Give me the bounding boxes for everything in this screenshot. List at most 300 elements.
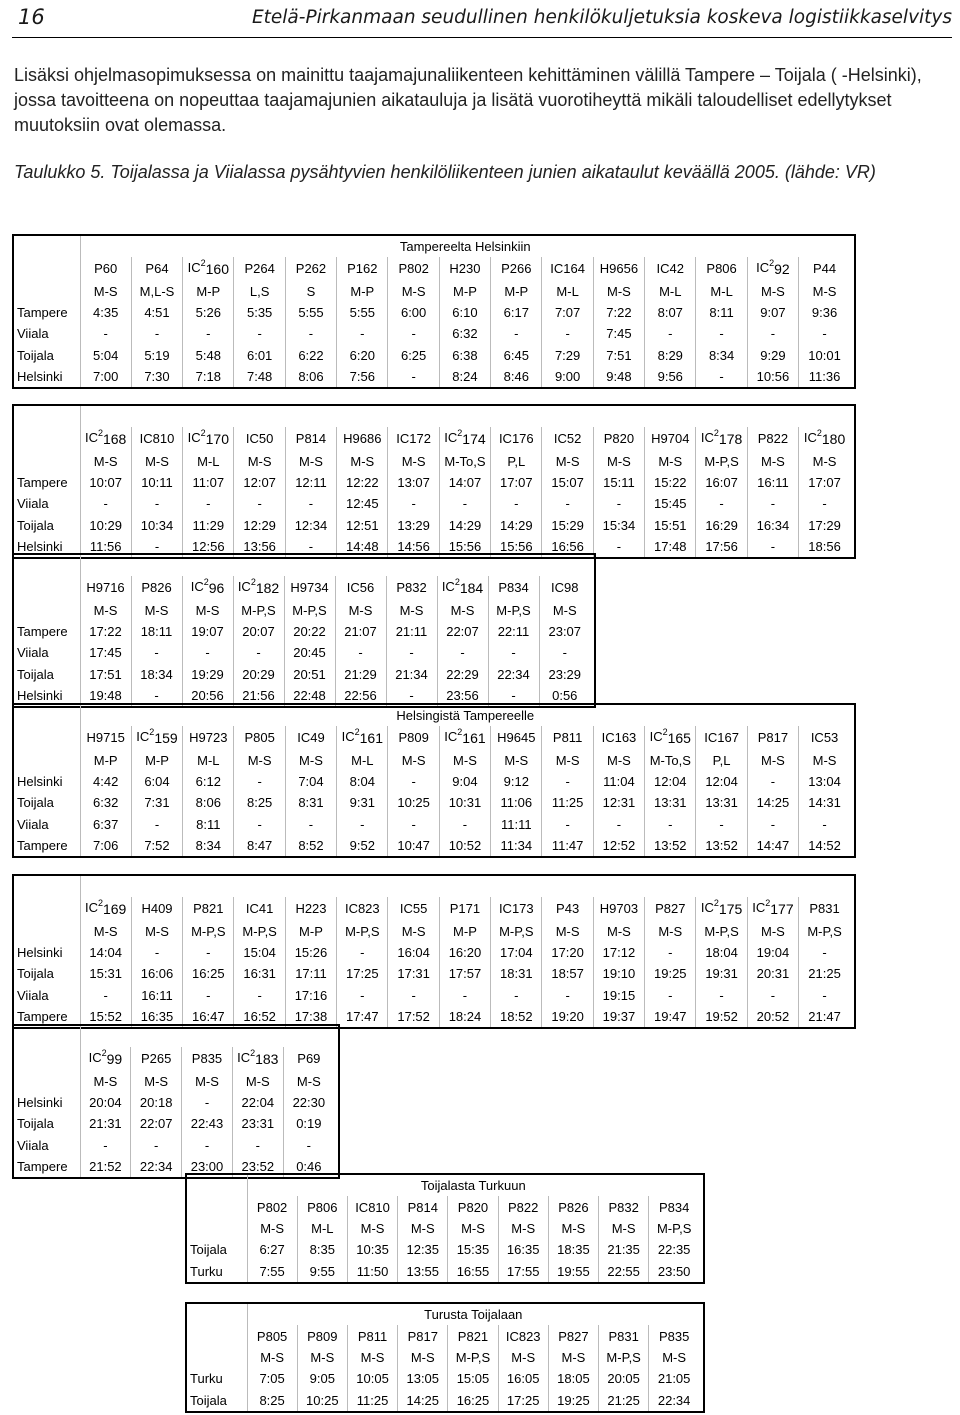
- departure-time: 7:18: [183, 366, 234, 387]
- departure-time: 19:15: [593, 985, 644, 1006]
- operating-days: M-S: [448, 1218, 498, 1239]
- departure-time: -: [542, 771, 593, 792]
- train-number: IC52: [542, 427, 593, 450]
- departure-time: 10:35: [347, 1239, 397, 1260]
- departure-time: -: [696, 985, 747, 1006]
- departure-time: -: [131, 1135, 182, 1156]
- departure-time: 11:07: [183, 472, 234, 493]
- operating-days: M-P,S: [337, 920, 388, 941]
- operating-days: M-S: [80, 599, 131, 620]
- departure-time: 18:52: [491, 1006, 542, 1027]
- train-number: P817: [398, 1325, 448, 1346]
- departure-time: 12:34: [285, 515, 336, 536]
- train-number: H223: [285, 897, 336, 920]
- departure-time: 17:48: [645, 536, 696, 557]
- departure-time: 16:34: [747, 515, 798, 536]
- operating-days: M-S: [548, 1218, 598, 1239]
- table-row: [14, 942, 850, 963]
- departure-time: 5:48: [183, 345, 234, 366]
- operating-days: M-P,S: [448, 1347, 498, 1368]
- departure-time: 17:38: [285, 1006, 336, 1027]
- departure-time: -: [593, 536, 644, 557]
- departure-time: 17:52: [388, 1006, 439, 1027]
- departure-time: 11:04: [593, 771, 644, 792]
- departure-time: 13:29: [388, 515, 439, 536]
- departure-time: 5:19: [131, 345, 182, 366]
- departure-time: -: [437, 642, 488, 663]
- train-number: IC163: [593, 726, 644, 749]
- departure-time: -: [80, 985, 131, 1006]
- station-name: Helsinki: [14, 366, 80, 387]
- departure-time: 6:32: [80, 792, 131, 813]
- departure-time: 6:32: [439, 323, 490, 344]
- departure-time: 15:26: [285, 942, 336, 963]
- departure-time: 22:35: [657, 1242, 691, 1258]
- departure-time: 10:56: [747, 366, 798, 387]
- departure-time: 12:51: [337, 515, 388, 536]
- departure-time: 7:29: [542, 345, 593, 366]
- departure-time: 11:47: [542, 835, 593, 856]
- operating-days: M-S: [552, 602, 577, 618]
- operating-days: M-S: [297, 1347, 347, 1368]
- train-number: IC41: [234, 897, 285, 920]
- operating-days: L,S: [234, 280, 285, 301]
- departure-time: 18:31: [491, 963, 542, 984]
- row-label-empty: [14, 599, 80, 620]
- operating-days: M-P,S: [807, 923, 842, 939]
- departure-time: 12:04: [696, 771, 747, 792]
- departure-time: 6:27: [247, 1239, 297, 1260]
- timetable-helsinki-tampere-evening: [12, 1024, 340, 1179]
- row-label-empty: [187, 1218, 247, 1239]
- train-number: P822: [747, 427, 798, 450]
- timetable-tampere-helsinki-morning: [12, 234, 856, 389]
- departure-time: 21:47: [808, 1009, 841, 1025]
- table-row: [14, 792, 850, 813]
- table-row: [14, 1092, 334, 1113]
- row-label-empty: [14, 450, 80, 471]
- row-label-empty: [14, 555, 80, 576]
- operating-days: M-S: [234, 749, 285, 770]
- operating-days: P,L: [696, 749, 747, 770]
- operating-days: M-S: [296, 1073, 321, 1089]
- train-number: P806: [696, 257, 747, 280]
- departure-time: -: [747, 771, 798, 792]
- train-number: P802: [247, 1196, 297, 1217]
- operating-days: M-S: [247, 1218, 297, 1239]
- table-row: [14, 345, 850, 366]
- train-number: P809: [297, 1325, 347, 1346]
- train-number: IC167: [696, 726, 747, 749]
- departure-time: -: [337, 814, 388, 835]
- departure-time: -: [388, 814, 439, 835]
- operating-days: M-P: [183, 280, 234, 301]
- departure-time: 5:04: [80, 345, 131, 366]
- departure-time: 6:22: [285, 345, 336, 366]
- departure-time: -: [747, 985, 798, 1006]
- train-number: H9703: [593, 897, 644, 920]
- station-name: Helsinki: [14, 942, 80, 963]
- table-caption: Taulukko 5. Toijalassa ja Viialassa pysähtyvien henkilöliikenteen junien aikataulut keväällä 2005. (lähde: VR): [14, 162, 876, 182]
- departure-time: -: [234, 323, 285, 344]
- departure-time: 15:05: [448, 1368, 498, 1389]
- departure-time: 23:07: [548, 623, 582, 639]
- departure-time: 19:37: [593, 1006, 644, 1027]
- departure-time: -: [388, 771, 439, 792]
- train-number: P821: [183, 897, 234, 920]
- departure-time: -: [182, 1092, 233, 1113]
- operating-days: M-S: [80, 280, 131, 301]
- departure-time: -: [80, 323, 131, 344]
- timetable-tampere-helsinki-evening: [12, 553, 596, 708]
- departure-time: 17:22: [80, 621, 131, 642]
- operating-days: M,L-S: [131, 280, 182, 301]
- departure-time: -: [131, 642, 182, 663]
- operating-days: M-S: [812, 752, 837, 768]
- departure-time: 20:56: [182, 685, 233, 706]
- departure-time: 8:25: [247, 1390, 297, 1411]
- departure-time: 20:18: [131, 1092, 182, 1113]
- table-row: [187, 1239, 699, 1260]
- station-name: Helsinki: [14, 685, 80, 706]
- station-name: Viiala: [14, 642, 80, 663]
- departure-time: 6:17: [491, 302, 542, 323]
- departure-time: 16:56: [542, 536, 593, 557]
- train-number: P817: [747, 726, 798, 749]
- train-number: $IC^2161$: [439, 726, 490, 749]
- operating-days: M-S: [812, 283, 837, 299]
- departure-time: 23:52: [232, 1156, 283, 1177]
- departure-time: 7:06: [80, 835, 131, 856]
- operating-days: M-P,S: [696, 920, 747, 941]
- departure-time: 19:47: [645, 1006, 696, 1027]
- operating-days: M-S: [812, 453, 837, 469]
- departure-time: 6:00: [388, 302, 439, 323]
- train-number: P834: [658, 1199, 690, 1215]
- departure-time: 5:26: [183, 302, 234, 323]
- departure-time: 9:05: [297, 1368, 347, 1389]
- departure-time: -: [183, 985, 234, 1006]
- departure-time: 6:04: [131, 771, 182, 792]
- departure-time: 18:34: [131, 664, 182, 685]
- train-number: IC172: [388, 427, 439, 450]
- departure-time: 22:11: [488, 621, 539, 642]
- departure-time: 6:12: [183, 771, 234, 792]
- row-label-empty: [14, 897, 80, 920]
- departure-time: 13:04: [808, 773, 841, 789]
- row-label-empty: [187, 1175, 247, 1196]
- operating-days: M-S: [662, 1349, 687, 1365]
- departure-time: -: [234, 814, 285, 835]
- departure-time: 15:29: [542, 515, 593, 536]
- departure-time: 21:29: [335, 664, 386, 685]
- departure-time: 7:55: [247, 1261, 297, 1282]
- departure-time: -: [131, 493, 182, 514]
- train-number: IC164: [542, 257, 593, 280]
- departure-time: 8:04: [337, 771, 388, 792]
- departure-time: -: [232, 1135, 283, 1156]
- departure-time: -: [183, 942, 234, 963]
- departure-time: 14:47: [747, 835, 798, 856]
- table-title: [80, 406, 850, 427]
- departure-time: -: [183, 493, 234, 514]
- table-title: Helsingistä Tampereelle: [396, 708, 535, 724]
- operating-days: M-S: [747, 450, 798, 471]
- train-number: IC50: [234, 427, 285, 450]
- train-number: $IC^292$: [747, 257, 798, 280]
- departure-time: -: [645, 985, 696, 1006]
- operating-days: M-To,S: [645, 749, 696, 770]
- departure-time: 21:35: [599, 1239, 649, 1260]
- train-number: $IC^2183$: [232, 1047, 283, 1070]
- departure-time: -: [285, 536, 336, 557]
- departure-time: -: [234, 493, 285, 514]
- departure-time: 13:05: [398, 1368, 448, 1389]
- operating-days: M-S: [542, 749, 593, 770]
- timetable-tampere-helsinki-midday: [12, 404, 856, 559]
- station-name: Viiala: [14, 985, 80, 1006]
- operating-days: M-L: [337, 749, 388, 770]
- departure-time: -: [645, 942, 696, 963]
- departure-time: 19:52: [696, 1006, 747, 1027]
- header-rule: [12, 37, 952, 38]
- train-number: P43: [542, 897, 593, 920]
- departure-time: 21:56: [233, 685, 284, 706]
- departure-time: 19:25: [645, 963, 696, 984]
- operating-days: M-L: [183, 749, 234, 770]
- departure-time: -: [182, 1135, 233, 1156]
- departure-time: -: [306, 1137, 312, 1153]
- train-number: P831: [809, 901, 840, 917]
- departure-time: -: [80, 493, 131, 514]
- operating-days: M-S: [80, 450, 131, 471]
- departure-time: 14:31: [808, 795, 841, 811]
- train-number: IC55: [388, 897, 439, 920]
- operating-days: M-S: [498, 1347, 548, 1368]
- row-label-empty: [14, 1026, 80, 1047]
- departure-time: 19:04: [747, 942, 798, 963]
- departure-time: -: [439, 814, 490, 835]
- train-number: H9645: [491, 726, 542, 749]
- operating-days: M-S: [131, 599, 182, 620]
- train-number: IC56: [335, 576, 386, 599]
- table-row: [14, 771, 850, 792]
- departure-time: 9:55: [297, 1261, 347, 1282]
- train-number: P832: [599, 1196, 649, 1217]
- departure-time: -: [645, 814, 696, 835]
- departure-time: 12:35: [398, 1239, 448, 1260]
- train-number: P831: [599, 1325, 649, 1346]
- departure-time: 17:51: [80, 664, 131, 685]
- row-label-empty: [14, 257, 80, 280]
- departure-time: -: [542, 814, 593, 835]
- departure-time: 12:29: [234, 515, 285, 536]
- departure-time: 22:56: [335, 685, 386, 706]
- table-row: [14, 493, 850, 514]
- operating-days: M-P,S: [488, 599, 539, 620]
- train-number: IC823: [337, 897, 388, 920]
- train-number: $IC^2180$: [803, 428, 846, 448]
- operating-days: M-S: [593, 920, 644, 941]
- operating-days: M-S: [491, 749, 542, 770]
- operating-days: M-L: [542, 280, 593, 301]
- departure-time: 17:56: [696, 536, 747, 557]
- departure-time: -: [822, 987, 827, 1003]
- operating-days: M-L: [297, 1218, 347, 1239]
- table-row: [14, 985, 850, 1006]
- departure-time: -: [183, 323, 234, 344]
- departure-time: -: [542, 985, 593, 1006]
- train-number: P69: [297, 1051, 321, 1067]
- train-number: $IC^2178$: [696, 427, 747, 450]
- train-number: $IC^2174$: [439, 427, 490, 450]
- departure-time: 16:06: [131, 963, 182, 984]
- departure-time: 17:12: [593, 942, 644, 963]
- departure-time: 16:47: [183, 1006, 234, 1027]
- departure-time: 12:56: [183, 536, 234, 557]
- station-name: Tampere: [14, 472, 80, 493]
- table-row: [14, 323, 850, 344]
- operating-days: M-S: [593, 749, 644, 770]
- row-label-empty: [187, 1347, 247, 1368]
- departure-time: 16:52: [234, 1006, 285, 1027]
- departure-time: 16:11: [747, 472, 798, 493]
- operating-days: M-P: [337, 280, 388, 301]
- departure-time: 7:00: [80, 366, 131, 387]
- table-row: [14, 515, 850, 536]
- operating-days: M-S: [80, 1070, 131, 1091]
- train-number: IC810: [347, 1196, 397, 1217]
- departure-time: 9:48: [593, 366, 644, 387]
- train-number: P809: [388, 726, 439, 749]
- departure-time: 12:07: [234, 472, 285, 493]
- operating-days: M-S: [232, 1070, 283, 1091]
- departure-time: 6:38: [439, 345, 490, 366]
- operating-days: M-S: [548, 1347, 598, 1368]
- departure-time: 15:11: [593, 472, 644, 493]
- departure-time: 17:55: [498, 1261, 548, 1282]
- departure-time: 15:45: [645, 493, 696, 514]
- table-title: Tampereelta Helsinkiin: [399, 239, 531, 255]
- departure-time: 10:25: [388, 792, 439, 813]
- train-number: IC49: [285, 726, 336, 749]
- row-label-empty: [14, 280, 80, 301]
- train-number: P265: [131, 1047, 182, 1070]
- train-number: P805: [234, 726, 285, 749]
- departure-time: 14:56: [388, 536, 439, 557]
- departure-time: 12:22: [337, 472, 388, 493]
- departure-time: 21:25: [599, 1390, 649, 1411]
- departure-time: -: [131, 814, 182, 835]
- train-number: P44: [812, 261, 837, 277]
- departure-time: 9:04: [439, 771, 490, 792]
- departure-time: 8:29: [645, 345, 696, 366]
- intro-paragraph: Lisäksi ohjelmasopimuksessa on mainittu taajamajunaliikenteen kehittäminen välillä Tampere – Toijala ( -Helsinki), jossa tavoitteena on nopeuttaa taajamajunien aikatauluja ja lisätä vuorotiheyttä mikäli taloudelliset edellytykset muutoksiin ovat olemassa.: [14, 65, 922, 135]
- departure-time: 11:25: [542, 792, 593, 813]
- departure-time: 0:56: [552, 688, 578, 704]
- departure-time: 19:31: [696, 963, 747, 984]
- train-number: P835: [182, 1047, 233, 1070]
- operating-days: M-S: [247, 1347, 297, 1368]
- operating-days: M-S: [747, 280, 798, 301]
- train-number: P826: [548, 1196, 598, 1217]
- train-number: P826: [131, 576, 182, 599]
- operating-days: M-S: [388, 920, 439, 941]
- departure-time: 19:29: [182, 664, 233, 685]
- departure-time: 15:22: [645, 472, 696, 493]
- departure-time: -: [439, 985, 490, 1006]
- operating-days: M-L: [183, 450, 234, 471]
- departure-time: -: [337, 985, 388, 1006]
- departure-time: -: [234, 985, 285, 1006]
- station-name: Viiala: [14, 493, 80, 514]
- timetable-helsinki-tampere-afternoon: [12, 874, 856, 1029]
- row-label-empty: [187, 1304, 247, 1325]
- departure-time: 4:51: [131, 302, 182, 323]
- operating-days: M-S: [285, 749, 336, 770]
- train-number: P264: [234, 257, 285, 280]
- station-name: Viiala: [14, 1135, 80, 1156]
- departure-time: 6:01: [234, 345, 285, 366]
- departure-time: 12:04: [645, 771, 696, 792]
- train-number: P832: [386, 576, 437, 599]
- departure-time: 21:25: [808, 966, 841, 982]
- train-number: $IC^299$: [80, 1047, 131, 1070]
- departure-time: 8:06: [183, 792, 234, 813]
- departure-time: 17:07: [491, 472, 542, 493]
- departure-time: -: [822, 496, 827, 512]
- departure-time: 8:31: [285, 792, 336, 813]
- departure-time: 12:52: [593, 835, 644, 856]
- departure-time: 14:29: [439, 515, 490, 536]
- operating-days: M-P,S: [233, 599, 284, 620]
- departure-time: 13:52: [696, 835, 747, 856]
- departure-time: -: [593, 814, 644, 835]
- operating-days: M-S: [388, 280, 439, 301]
- train-number: $IC^2182$: [233, 576, 284, 599]
- table-row: [187, 1261, 699, 1282]
- departure-time: 9:00: [542, 366, 593, 387]
- operating-days: M-S: [593, 450, 644, 471]
- departure-time: -: [386, 642, 437, 663]
- train-number: IC98: [551, 580, 579, 596]
- departure-time: 23:31: [232, 1113, 283, 1134]
- departure-time: -: [285, 493, 336, 514]
- departure-time: 5:55: [285, 302, 336, 323]
- departure-time: 20:07: [233, 621, 284, 642]
- train-number: P827: [645, 897, 696, 920]
- departure-time: 21:31: [80, 1113, 131, 1134]
- departure-time: -: [747, 814, 798, 835]
- departure-time: -: [696, 814, 747, 835]
- train-number: IC810: [131, 427, 182, 450]
- train-number: P827: [548, 1325, 598, 1346]
- departure-time: 18:56: [808, 539, 841, 555]
- departure-time: 21:11: [386, 621, 437, 642]
- train-number: P171: [439, 897, 490, 920]
- station-name: Toijala: [14, 1113, 80, 1134]
- train-number: $IC^2175$: [696, 897, 747, 920]
- departure-time: 6:45: [491, 345, 542, 366]
- departure-time: 11:36: [808, 369, 841, 385]
- departure-time: 16:05: [498, 1368, 548, 1389]
- departure-time: 19:10: [593, 963, 644, 984]
- timetable-helsinki-tampere-morning: [12, 703, 856, 858]
- operating-days: M-S: [542, 450, 593, 471]
- departure-time: 15:56: [491, 536, 542, 557]
- departure-time: 17:07: [808, 474, 841, 490]
- page-header: [12, 2, 952, 36]
